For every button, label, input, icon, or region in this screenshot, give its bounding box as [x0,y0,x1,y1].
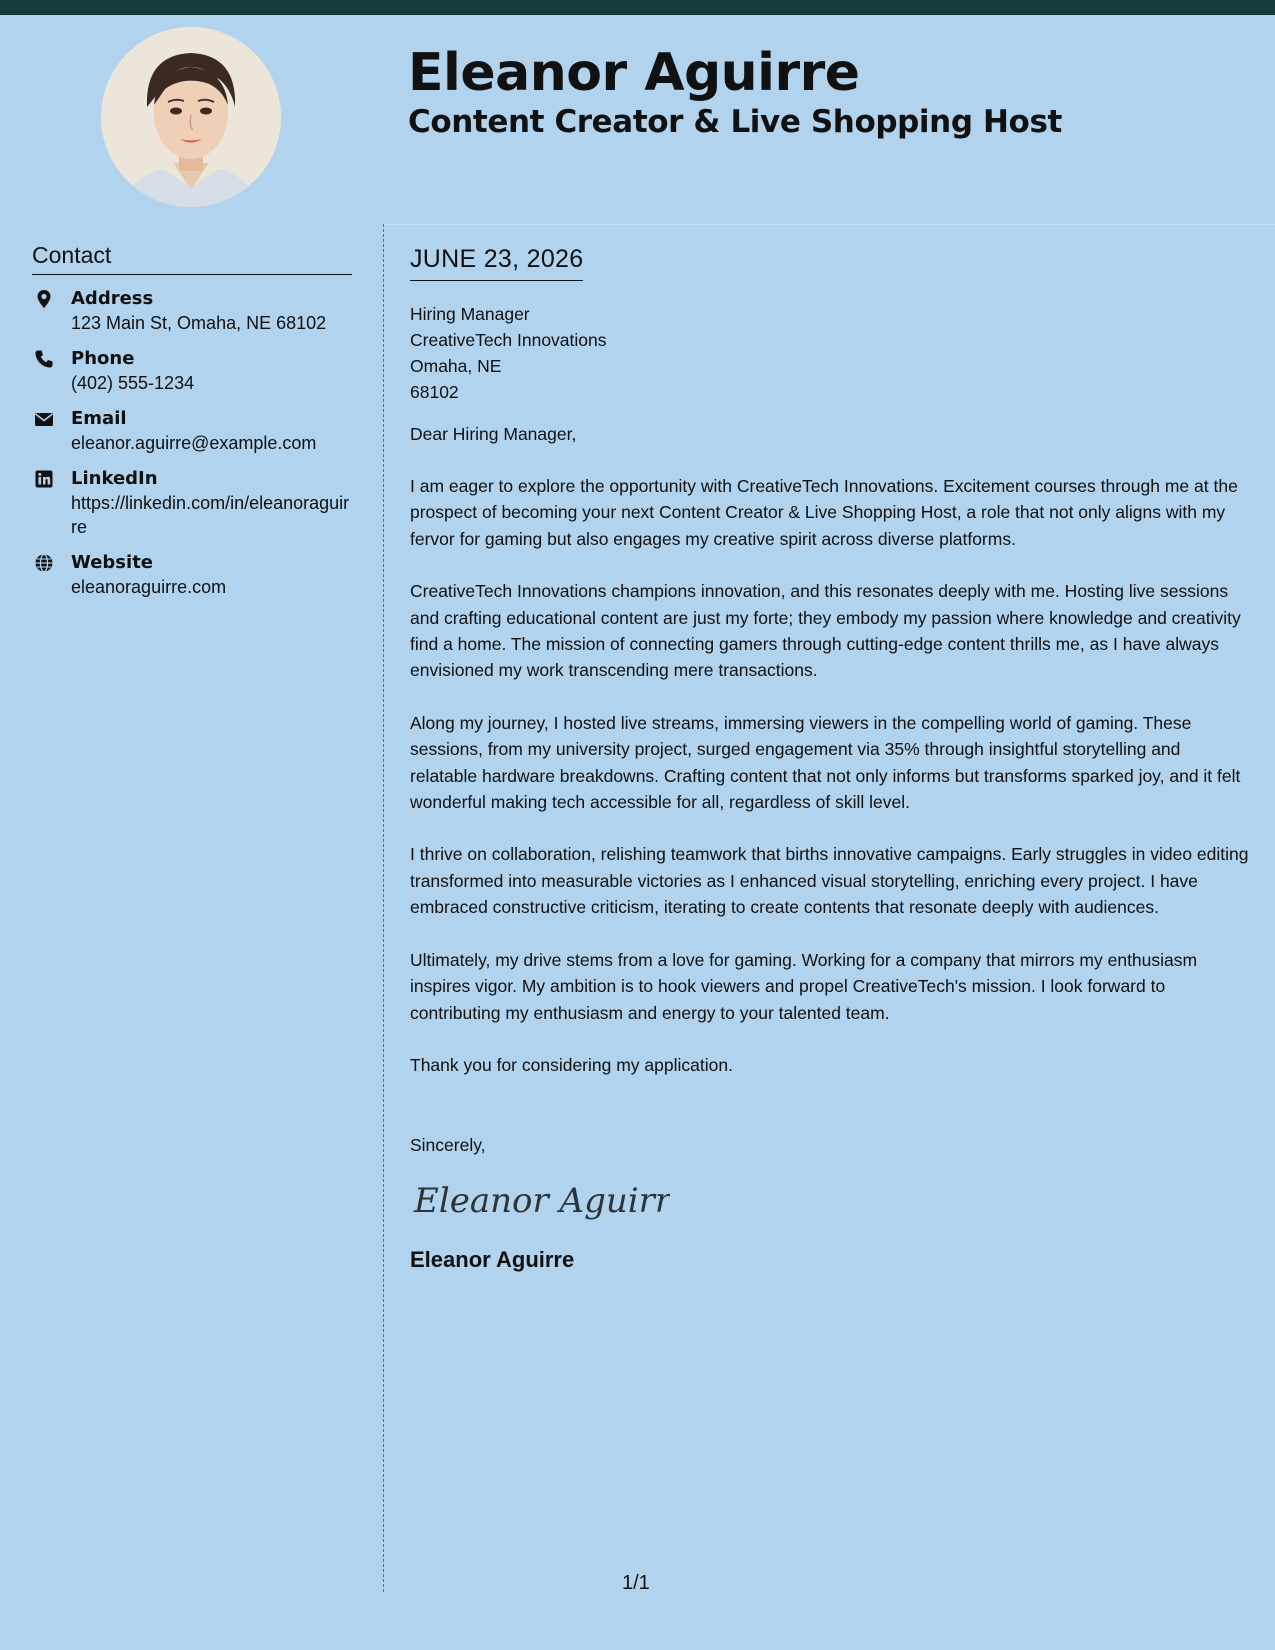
email-value[interactable]: eleanor.aguirre@example.com [71,433,317,453]
handwritten-signature [410,1172,670,1226]
letter-body [410,244,1252,1275]
recipient-block [410,301,1252,405]
body-paragraph: I thrive on collaboration, relishing teamwork that births innovative campaigns. Early struggles in video editing transformed into measurable victories as I enhanced visual storytelling, enriching every project. I have embraced constructive criticism, iterating to create contents that resonate deeply with audiences. [410,844,1249,918]
contact-item-website [32,551,352,599]
body-paragraph: Ultimately, my drive stems from a love for gaming. Working for a company that mirrors my enthusiasm inspires vigor. My ambition is to hook viewers and propel CreativeTech's mission. I look forward to contributing my enthusiasm and energy to your talented team. [410,949,1198,1023]
linkedin-icon [34,469,54,489]
body-paragraph: Along my journey, I hosted live streams, immersing viewers in the compelling world of gaming. These sessions, from my university project, surged engagement via 35% through insightful storytelling and relatable hardware breakdowns. Crafting content that not only informs but transforms sparked joy, and it felt wonderful making tech accessible for all, regardless of skill level. [410,712,1241,813]
recipient-line: Hiring Manager [410,304,530,324]
envelope-icon [34,409,54,429]
body-paragraph: I am eager to explore the opportunity with CreativeTech Innovations. Excitement courses through me at the prospect of becoming your next Content Creator & Live Shopping Host, a role that not only aligns with my fervor for gaming but also engages my creative spirit across diverse platforms. [410,476,1238,549]
recipient-line: CreativeTech Innovations [410,330,607,350]
closing-line: Thank you for considering my application. [410,1054,733,1075]
contact-label: Phone [71,348,135,369]
recipient-line: Omaha, NE [410,356,502,376]
signer-name: Eleanor Aguirre [410,1246,575,1272]
portrait-image [101,27,281,207]
body-paragraph: CreativeTech Innovations champions innovation, and this resonates deeply with me. Hosting live sessions and crafting educational content are just my forte; they embody my passion where knowledge and creativity find a home. The mission of connecting gamers through cutting-edge content thrills me, as I have always envisioned my work transcending mere transactions. [410,581,1241,681]
header-divider [384,224,1275,225]
website-value[interactable]: eleanoraguirre.com [71,577,227,597]
page-number: 1/1 [622,1572,650,1594]
applicant-title: Content Creator & Live Shopping Host [408,104,1062,140]
contact-label: Website [71,552,154,573]
applicant-name: Eleanor Aguirre [408,43,860,103]
contact-item-linkedin [32,467,352,539]
contact-label: LinkedIn [71,468,158,489]
contact-item-address [32,287,352,335]
contact-item-phone [32,347,352,395]
contact-item-email [32,407,352,455]
contact-label: Address [71,288,154,309]
contact-sidebar [32,238,352,611]
avatar [101,27,281,207]
column-divider [383,224,384,1592]
location-pin-icon [34,289,54,309]
linkedin-value[interactable]: https://linkedin.com/in/eleanoraguirre [71,493,350,537]
globe-icon [34,553,54,573]
signoff: Sincerely, [410,1134,486,1155]
contact-label: Email [71,408,127,429]
top-bar [0,0,1275,15]
salutation: Dear Hiring Manager, [410,424,577,444]
phone-icon [34,349,54,369]
letter-date: JUNE 23, 2026 [410,244,583,281]
signature-text: Eleanor Aguirre [414,1180,670,1221]
recipient-line: 68102 [410,382,459,402]
contact-heading: Contact [32,238,352,275]
address-value: 123 Main St, Omaha, NE 68102 [71,313,327,333]
phone-value: (402) 555-1234 [71,373,195,393]
